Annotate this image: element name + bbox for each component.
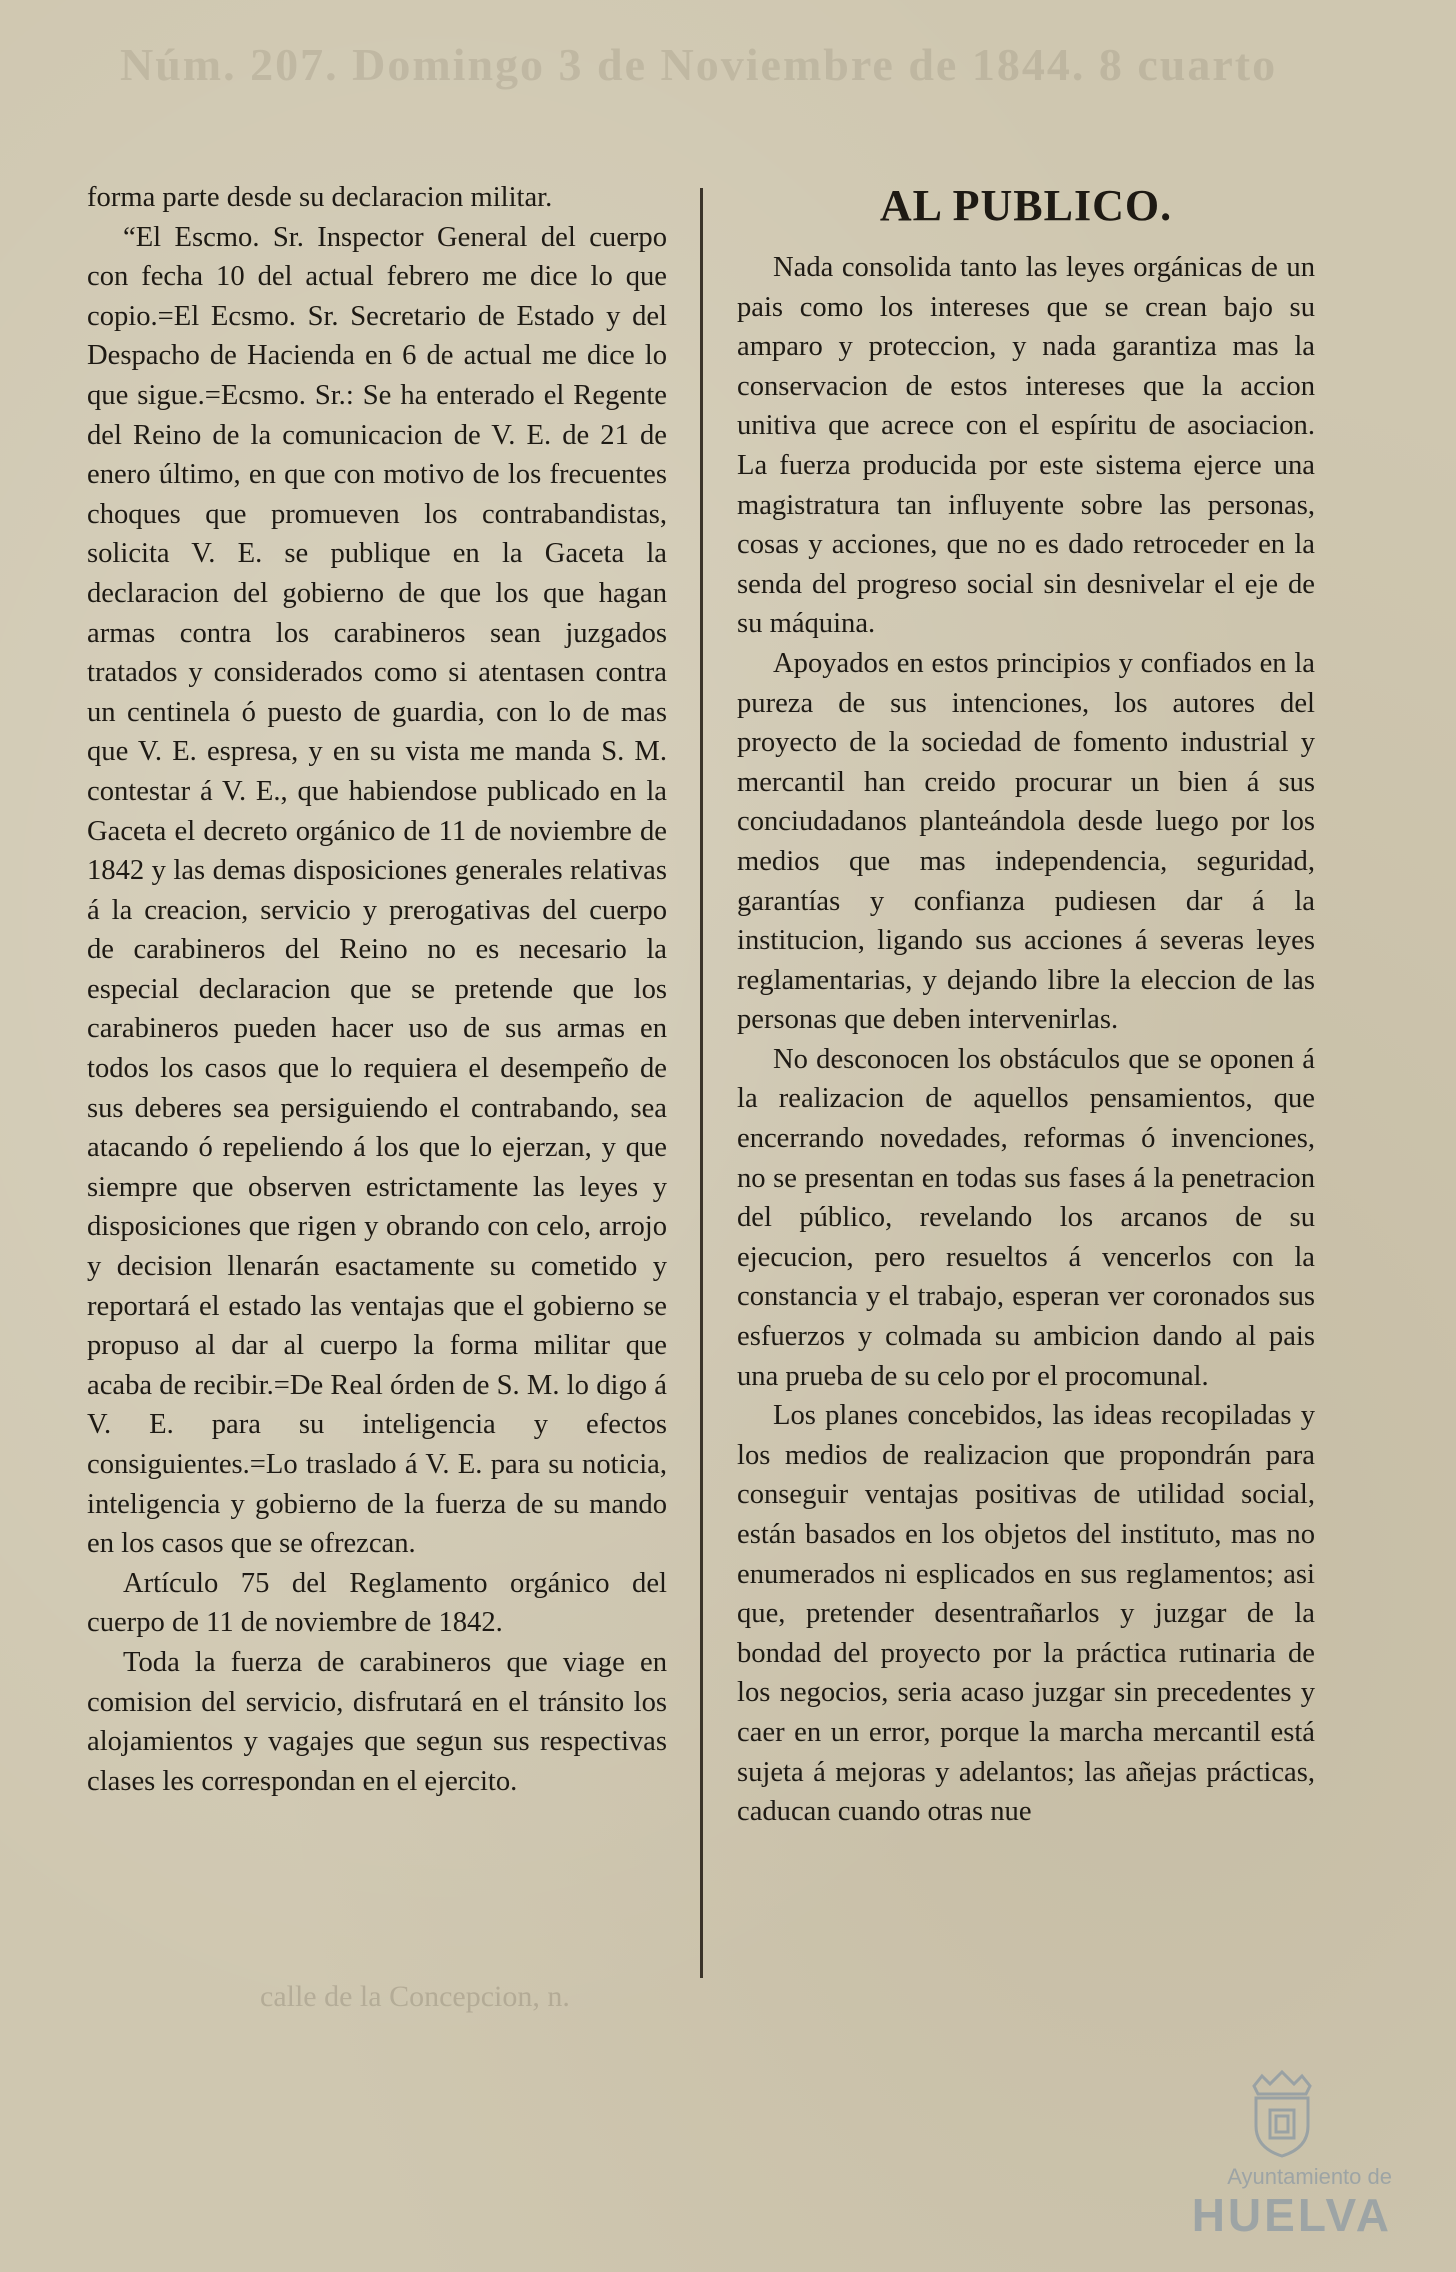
bleed-through-header: Núm. 207. Domingo 3 de Noviembre de 1844. 8 cuarto: [120, 39, 1278, 90]
left-paragraph-1: forma parte desde su declaracion militar.: [87, 182, 553, 213]
article-title: AL PUBLICO.: [879, 181, 1173, 230]
right-paragraph-1: Nada consolida tanto las leyes orgánicas de un pais como los intereses que se crean bajo su amparo y proteccion, y nada garantiza mas la conservacion de estos intereses que la accion unitiva que acrece con el espíritu de asociacion. La fuerza producida por este sistema ejerce una magistratura tan influyente sobre las personas, cosas y acciones, que no es dado retroceder en la senda del progreso social sin desnivelar el eje de su máquina.: [737, 252, 1315, 640]
right-paragraph-3: No desconocen los obstáculos que se oponen á la realizacion de aquellos pensamientos, que encerrando novedades, reformas ó invenciones, no se presentan en todas sus fases á la penetracion del público, revelando los arcanos de su ejecucion, pero resueltos á vencerlos con la constancia y el trabajo, esperan ver coronados sus esfuerzos y colmada su ambicion dando al pais una prueba de su celo por el procomunal.: [737, 1043, 1315, 1392]
right-paragraph-4: Los planes concebidos, las ideas recopiladas y los medios de realizacion que propondrán para conseguir ventajas positivas de utilidad social, están basados en los objetos del instituto, mas no enumerados ni esplicados en sus reglamentos; asi que, pretender desentrañarlos y juzgar de la bondad del proyecto por la práctica rutinaria de los negocios, seria acaso juzgar sin precedentes y caer en un error, porque la marcha mercantil está sujeta á mejoras y adelantos; las añejas prácticas, caducan cuando otras nue: [737, 1400, 1315, 1828]
left-column: [87, 178, 667, 1801]
crest-icon: [1234, 2064, 1330, 2160]
left-paragraph-4: Toda la fuerza de carabineros que viage en comision del servicio, disfrutará en el tránsito los alojamientos y vagajes que segun sus respectivas clases les correspondan en el ejercito.: [87, 1646, 667, 1797]
archive-watermark: [1172, 2064, 1392, 2240]
watermark-line-1: Ayuntamiento de: [1227, 2164, 1392, 2189]
bleed-through-footer: calle de la Concepcion, n.: [260, 1980, 570, 2013]
right-column: [737, 178, 1315, 1832]
left-paragraph-3: Artículo 75 del Reglamento orgánico del cuerpo de 11 de noviembre de 1842.: [87, 1567, 667, 1639]
right-paragraph-2: Apoyados en estos principios y confiados en la pureza de sus intenciones, los autores del proyecto de la sociedad de fomento industrial y mercantil han creido procurar un bien á sus conciudadanos planteándola desde luego por los medios que mas independencia, seguridad, garantías y confianza pudiesen dar á la institucion, ligando sus acciones á severas leyes reglamentarias, y dejando libre la eleccion de las personas que deben intervenirlas.: [737, 647, 1315, 1036]
column-divider: [700, 188, 703, 1978]
left-paragraph-2: “El Escmo. Sr. Inspector General del cuerpo con fecha 10 del actual febrero me dice lo que copio.=El Ecsmo. Sr. Secretario de Estado y del Despacho de Hacienda en 6 de actual me dice lo que sigue.=Ecsmo. Sr.: Se ha enterado el Regente del Reino de la comunicacion de V. E. de 21 de enero último, en que con motivo de los frecuentes choques que promueven los contrabandistas, solicita V. E. se publique en la Gaceta la declaracion del gobierno de que los que hagan armas contra los carabineros sean juzgados tratados y considerados como si atentasen contra un centinela ó puesto de guardia, con lo de mas que V. E. espresa, y en su vista me manda S. M. contestar á V. E., que habiendose publicado en la Gaceta el decreto orgánico de 11 de noviembre de 1842 y las demas disposiciones generales relativas á la creacion, servicio y prerogativas del cuerpo de carabineros del Reino no es necesario la especial declaracion que se pretende que los carabineros pueden hacer uso de sus armas en todos los casos que lo requiera el desempeño de sus deberes sea persiguiendo el contrabando, sea atacando ó repeliendo á los que lo ejerzan, y que siempre que observen estrictamente las leyes y disposiciones que rigen y obrando con celo, arrojo y decision llenarán esactamente su cometido y reportará el estado las ventajas que el gobierno se propuso al dar al cuerpo la forma militar que acaba de recibir.=De Real órden de S. M. lo digo á V. E. para su inteligencia y efectos consiguientes.=Lo traslado á V. E. para su noticia, inteligencia y gobierno de la fuerza de su mando en los casos que se ofrezcan.: [87, 221, 667, 1560]
watermark-line-2: HUELVA: [1191, 2189, 1392, 2241]
